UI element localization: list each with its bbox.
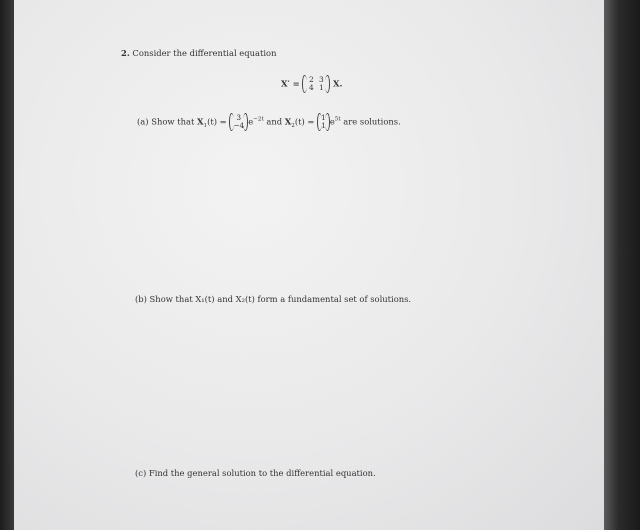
equation-rhs: X. bbox=[332, 78, 343, 89]
part-a-label: (a) bbox=[137, 116, 149, 127]
problem-number: 2. bbox=[121, 48, 130, 58]
part-a: (a) Show that $X_1(t)$ = 3 −4 $e^{-2t}$ and $X_2(t)$ = 1 1 $e^{5t}$ are solutions. bbox=[137, 113, 401, 130]
screen-bezel-right bbox=[604, 0, 640, 530]
part-c: (c) Find the general solution to the differential equation. bbox=[135, 468, 376, 478]
solution-vector-1: 3 −4 bbox=[229, 114, 248, 130]
screen-bezel-left bbox=[0, 0, 14, 530]
equation-lhs: X′ = bbox=[281, 78, 300, 89]
part-a-and: and bbox=[266, 116, 283, 127]
part-a-tail: are solutions. bbox=[343, 116, 401, 127]
part-a-show: Show that bbox=[151, 116, 195, 127]
problem-header bbox=[121, 48, 276, 58]
coefficient-matrix: 2 3 4 1 bbox=[302, 76, 330, 92]
solution-vector-2: 1 1 bbox=[317, 114, 330, 130]
part-b: (b) Show that X₁(t) and X₂(t) form a fundamental set of solutions. bbox=[135, 294, 412, 304]
problem-intro: Consider the differential equation bbox=[132, 48, 277, 58]
differential-equation bbox=[281, 76, 342, 92]
